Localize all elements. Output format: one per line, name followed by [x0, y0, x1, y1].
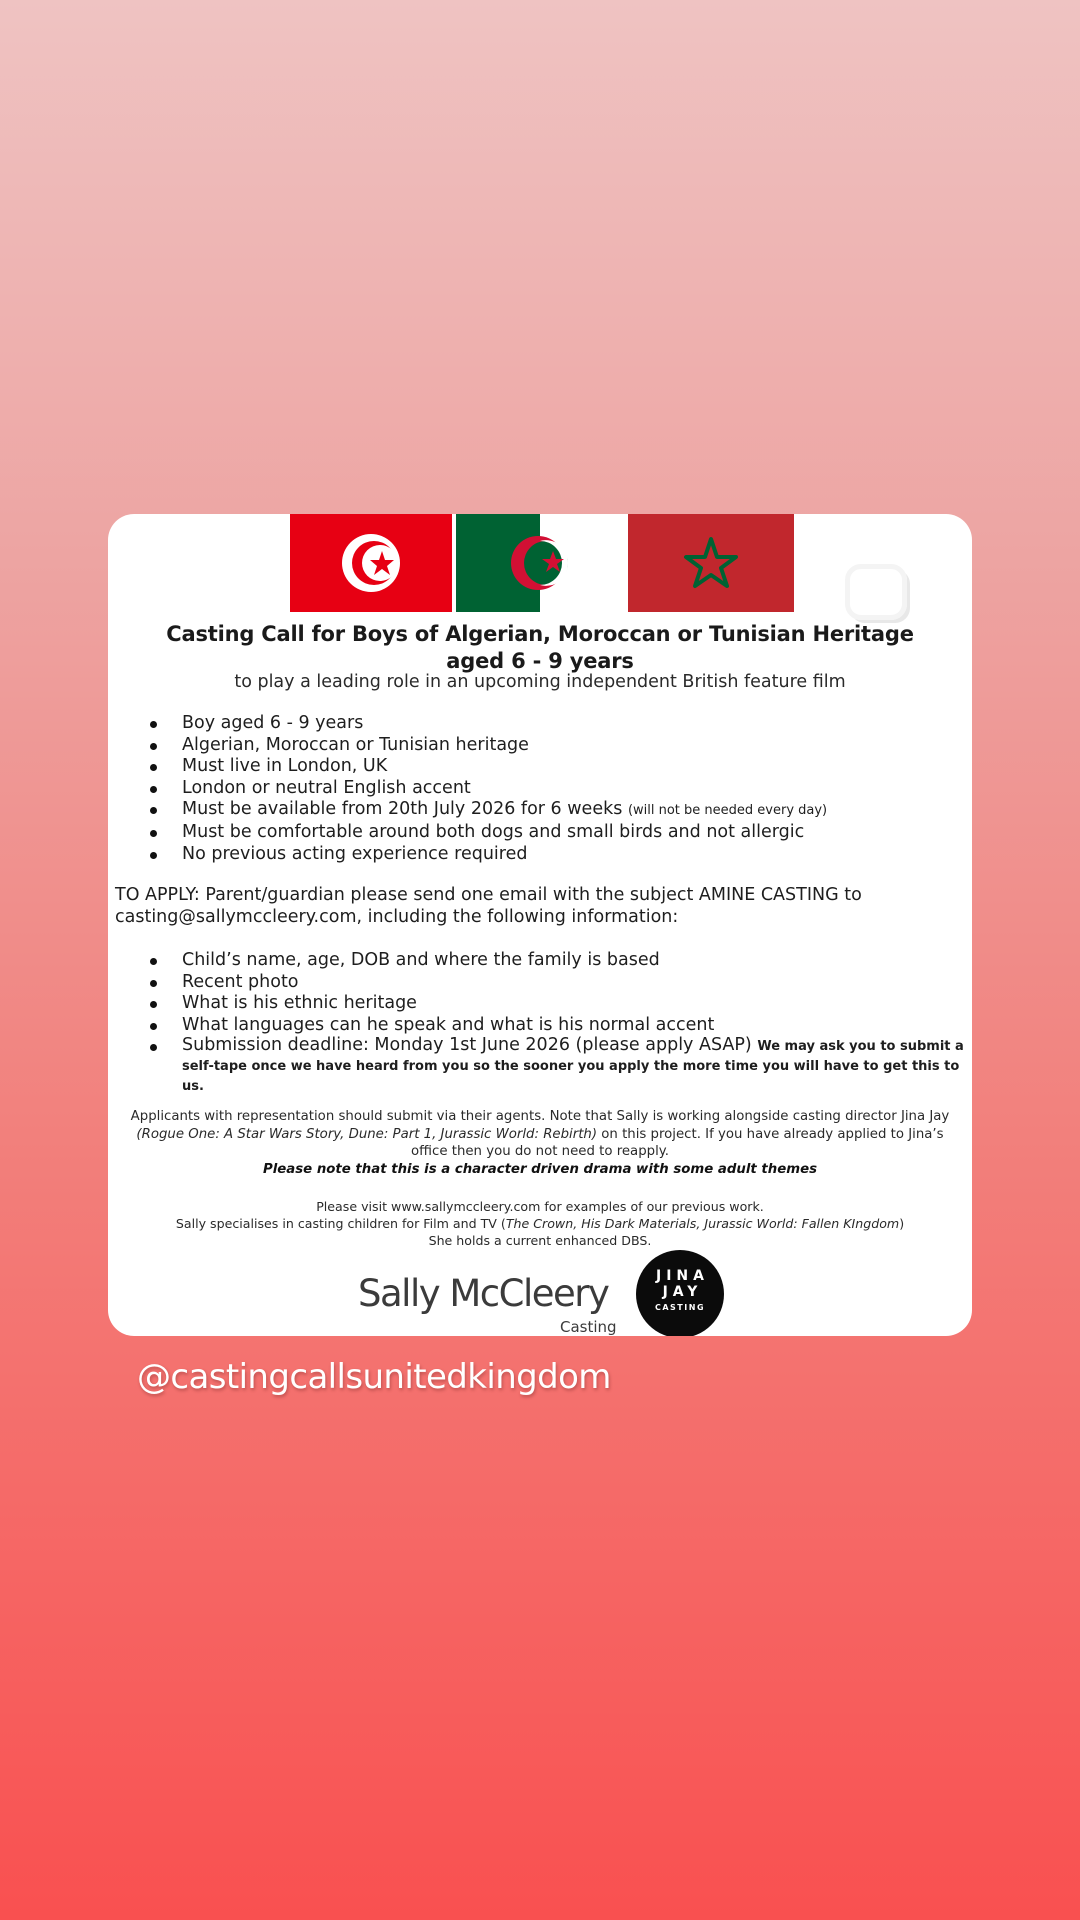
list-item: Must be comfortable around both dogs and small birds and not allergic — [148, 822, 968, 844]
sally-logo-name: Sally McCleery — [358, 1272, 609, 1315]
tunisia-flag — [290, 514, 452, 612]
list-item: London or neutral English accent — [148, 778, 968, 800]
specialises-credits: The Crown, His Dark Materials, Jurassic World: Fallen KIngdom — [505, 1216, 900, 1231]
list-item: What languages can he speak and what is his normal accent — [148, 1015, 968, 1037]
poster-title — [108, 621, 972, 675]
availability-text: Must be available from 20th July 2026 for 6 weeks — [182, 799, 623, 820]
requirements-list — [148, 713, 968, 865]
specialises-close: ) — [899, 1216, 905, 1231]
list-item — [148, 799, 968, 822]
list-item — [148, 1036, 968, 1096]
specialises-text: Sally specialises in casting children for Film and TV ( — [175, 1216, 506, 1231]
visit-line: Please visit www.sallymccleery.com for examples of our previous work. — [316, 1199, 764, 1214]
flags-banner — [108, 514, 972, 612]
sally-mccleery-logo — [358, 1272, 630, 1336]
deadline-text: Submission deadline: Monday 1st June 2026 (please apply ASAP) — [182, 1035, 752, 1056]
jina-logo-line1: JINA — [656, 1268, 709, 1284]
list-item: What is his ethnic heritage — [148, 993, 968, 1015]
algeria-flag — [456, 514, 624, 612]
casting-poster — [108, 514, 972, 1336]
rep-text-b: on this project. If you have already applied to Jina’s office then you do not need to reapply. — [411, 1126, 944, 1159]
list-item: Algerian, Moroccan or Tunisian heritage — [148, 735, 968, 757]
account-handle[interactable]: @castingcallsunitedkingdom — [137, 1357, 611, 1397]
rep-text-a: Applicants with representation should submit via their agents. Note that Sally is working alongside casting director Jina Jay — [130, 1109, 950, 1124]
jina-logo-sub: CASTING — [654, 1303, 706, 1312]
specialises-line — [112, 1215, 968, 1232]
list-item: Must live in London, UK — [148, 756, 968, 778]
about-section — [112, 1198, 968, 1249]
morocco-flag — [628, 514, 794, 612]
jina-logo-line2: JAY — [662, 1284, 703, 1300]
representation-note — [126, 1108, 954, 1178]
self-tape-note: We may ask you to submit a self-tape once we have heard from you so the sooner you apply the more time you will have to get this to us. — [182, 1039, 964, 1095]
availability-note: (will not be needed every day) — [627, 803, 828, 819]
rep-credits: (Rogue One: A Star Wars Story, Dune: Part 1, Jurassic World: Rebirth) — [136, 1126, 598, 1142]
apply-instructions: TO APPLY: Parent/guardian please send one email with the subject AMINE CASTING to casting@sallymccleery.com, including the following information: — [115, 885, 862, 927]
title-line-2: aged 6 - 9 years — [446, 649, 634, 673]
poster-subtitle: to play a leading role in an upcoming independent British feature film — [234, 672, 846, 692]
title-line-1: Casting Call for Boys of Algerian, Moroccan or Tunisian Heritage — [166, 622, 914, 646]
info-list — [148, 950, 968, 1096]
jina-jay-logo — [636, 1250, 724, 1336]
list-item: Boy aged 6 - 9 years — [148, 713, 968, 735]
dbs-line: She holds a current enhanced DBS. — [428, 1233, 652, 1248]
list-item: No previous acting experience required — [148, 844, 968, 866]
list-item: Child’s name, age, DOB and where the family is based — [148, 950, 968, 972]
sally-logo-sub: Casting — [560, 1318, 617, 1336]
list-item: Recent photo — [148, 972, 968, 994]
adult-themes-note: Please note that this is a character driven drama with some adult themes — [262, 1161, 818, 1177]
sticker-icon[interactable] — [845, 564, 907, 620]
